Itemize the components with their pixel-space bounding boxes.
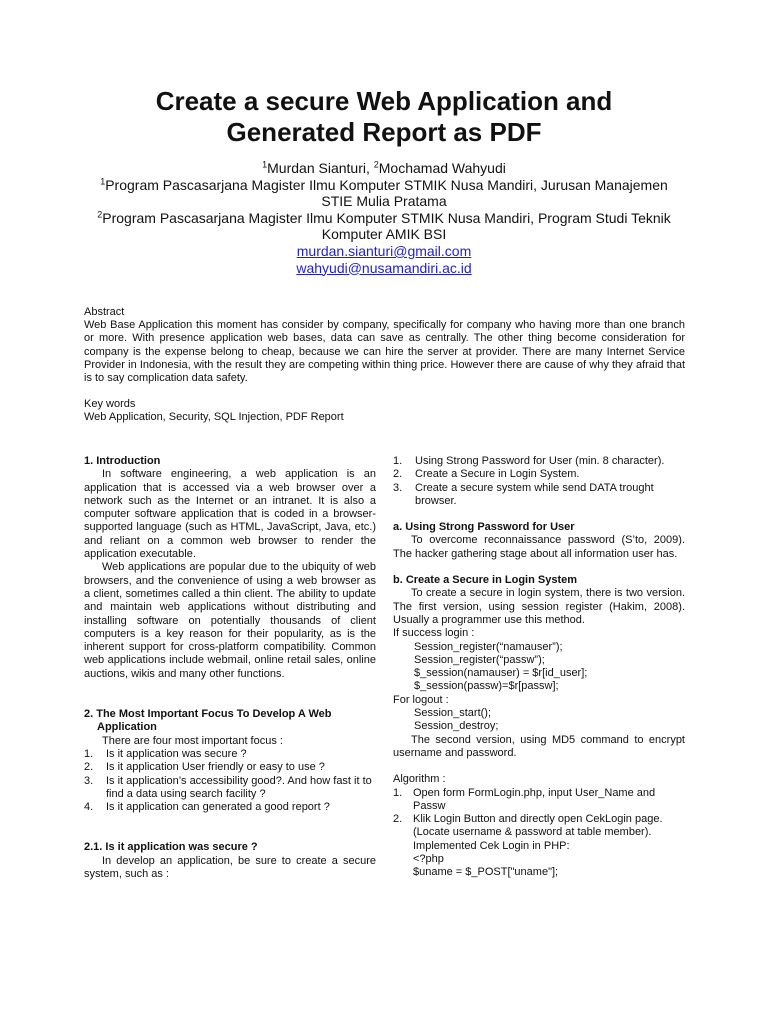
list-number: 4. bbox=[84, 801, 94, 814]
paper-title bbox=[40, 86, 728, 148]
affiliation-2-sup: 2 bbox=[97, 209, 103, 220]
title-line-1: Create a secure Web Application and bbox=[155, 86, 613, 116]
keywords-label: Key words bbox=[84, 398, 136, 411]
affiliation-1-sup: 1 bbox=[100, 175, 106, 186]
abstract-text: Web Base Application this moment has consider by company, specifically for company who having more than one branch or more. With presence application web bases, data can save as centrally. The other thing become consideration for company is the expense belong to cheap, because we can hire the server at provider. There are many Internet Service Provider in Indonesia, with the result they are competing within thing price. However there are cause of why they afraid that is to say complication data safety. bbox=[84, 319, 685, 385]
list-item bbox=[393, 468, 685, 481]
code-line: Session_start(); bbox=[414, 707, 492, 720]
list-number: 1. bbox=[393, 455, 403, 467]
for-logout-label: For logout : bbox=[393, 693, 449, 706]
title-line-2: Generated Report as PDF bbox=[226, 117, 542, 147]
affiliation-2-line-1: Program Pascasarjana Magister Ilmu Komputer STMIK Nusa Mandiri, Program Studi Teknik bbox=[102, 209, 671, 226]
introduction-paragraph-1: In software engineering, a web application is an application that is accessed via a web browser over a network such as the Internet or an intranet. It is also a computer software application that is coded in a browser-supported language (such as HTML, JavaScript, Java, etc.) and reliant on a common web browser to render the application executable. bbox=[84, 468, 376, 561]
list-text: Is it application’s accessibility good?. And how fast it to find a data using search facility ? bbox=[106, 774, 372, 800]
step-line: (Locate username & password at table member). bbox=[413, 826, 652, 839]
algorithm-step bbox=[393, 787, 685, 814]
code-line: Session_register(“passw”); bbox=[414, 653, 545, 666]
list-item bbox=[84, 761, 376, 774]
subsection-b-heading: b. Create a Secure in Login System bbox=[393, 574, 578, 587]
email-link-1[interactable]: murdan.sianturi@gmail.com bbox=[296, 242, 472, 259]
introduction-paragraph-2: Web applications are popular due to the ubiquity of web browsers, and the convenience of using a web browser as a client, sometimes called a thin client. The ability to update and maintain web applications without distributing and installing software on potentially thousands of client computers is a key reason for their popularity, as is the inherent support for cross-platform compatibility. Common web applications include webmail, online retail sales, online auctions, wikis and many other functions. bbox=[84, 561, 376, 680]
step-number: 1. bbox=[393, 786, 403, 799]
subsection-a-text: To overcome reconnaissance password (S’to, 2009). The hacker gathering stage about all information user has. bbox=[393, 534, 685, 560]
focus-heading-line-1: 2. The Most Important Focus To Develop A Web bbox=[84, 708, 332, 721]
algorithm-label: Algorithm : bbox=[393, 773, 446, 786]
abstract-section bbox=[84, 306, 685, 425]
affiliation-1-line-2: STIE Mulia Pratama bbox=[321, 193, 447, 210]
code-line: Session_destroy; bbox=[414, 720, 499, 733]
step-number: 2. bbox=[393, 813, 403, 826]
step-line: Passw bbox=[413, 799, 446, 812]
author-1-name: Murdan Sianturi, bbox=[267, 160, 374, 176]
affiliation-2 bbox=[40, 210, 728, 227]
affiliation-1-line-1: Program Pascasarjana Magister Ilmu Komputer STMIK Nusa Mandiri, Jurusan Manajemen bbox=[105, 176, 668, 193]
abstract-label: Abstract bbox=[84, 306, 125, 318]
code-line: $_session(passw)=$r[passw]; bbox=[414, 680, 559, 693]
list-item bbox=[393, 455, 685, 468]
list-number: 3. bbox=[393, 481, 403, 494]
author-2-name: Mochamad Wahyudi bbox=[378, 160, 506, 176]
subsection-a-heading: a. Using Strong Password for User bbox=[393, 521, 575, 534]
focus-intro: There are four most important focus : bbox=[102, 734, 283, 747]
keywords-text: Web Application, Security, SQL Injection, PDF Report bbox=[84, 411, 344, 424]
list-item bbox=[84, 775, 376, 802]
list-number: 3. bbox=[84, 774, 94, 787]
if-success-label: If success login : bbox=[393, 627, 475, 640]
affiliation-2-line-2: Komputer AMIK BSI bbox=[321, 226, 447, 243]
code-line: Session_register(“namauser”); bbox=[414, 640, 563, 653]
left-column bbox=[84, 455, 376, 881]
list-number: 2. bbox=[84, 761, 94, 774]
focus-heading bbox=[84, 708, 376, 735]
focus-list bbox=[84, 748, 376, 814]
list-text: Using Strong Password for User (min. 8 character). bbox=[415, 455, 665, 467]
author-2-sup: 2 bbox=[373, 159, 379, 170]
step-line: Klik Login Button and directly open CekLogin page. bbox=[413, 813, 663, 826]
step-line: Open form FormLogin.php, input User_Name and bbox=[413, 786, 656, 799]
list-number: 2. bbox=[393, 468, 403, 481]
step-line: Implemented Cek Login in PHP: bbox=[413, 839, 570, 852]
list-text: Is it application User friendly or easy to use ? bbox=[106, 761, 325, 774]
secure-system-list bbox=[393, 455, 685, 508]
code-line: $uname = $_POST["uname"]; bbox=[413, 866, 559, 879]
second-version-text: The second version, using MD5 command to encrypt username and password. bbox=[393, 733, 685, 759]
list-item bbox=[84, 801, 376, 814]
list-text: Is it application can generated a good report ? bbox=[106, 801, 330, 814]
list-text: Create a Secure in Login System. bbox=[415, 468, 580, 481]
list-text: Is it application was secure ? bbox=[106, 747, 247, 760]
author-1-sup: 1 bbox=[262, 159, 268, 170]
list-text: Create a secure system while send DATA trought browser. bbox=[415, 481, 654, 507]
list-item bbox=[393, 482, 685, 509]
code-line: <?php bbox=[413, 853, 444, 866]
section-2-1-text: In develop an application, be sure to create a secure system, such as : bbox=[84, 854, 376, 881]
code-line: $_session(namauser) = $r[id_user]; bbox=[414, 667, 588, 680]
affiliation-1 bbox=[40, 177, 728, 194]
list-number: 1. bbox=[84, 747, 94, 760]
author-names bbox=[40, 160, 728, 177]
algorithm-step bbox=[393, 813, 685, 879]
focus-heading-line-2: Application bbox=[97, 721, 157, 734]
right-column bbox=[393, 455, 685, 880]
list-item bbox=[84, 748, 376, 761]
email-link-2[interactable]: wahyudi@nusamandiri.ac.id bbox=[296, 259, 472, 276]
section-2-1-heading: 2.1. Is it application was secure ? bbox=[84, 841, 258, 854]
author-block bbox=[40, 160, 728, 276]
introduction-heading: 1. Introduction bbox=[84, 455, 161, 467]
subsection-b-text: To create a secure in login system, there is two version. The first version, using session register (Hakim, 2008). Usually a programmer use this method. bbox=[393, 587, 685, 626]
